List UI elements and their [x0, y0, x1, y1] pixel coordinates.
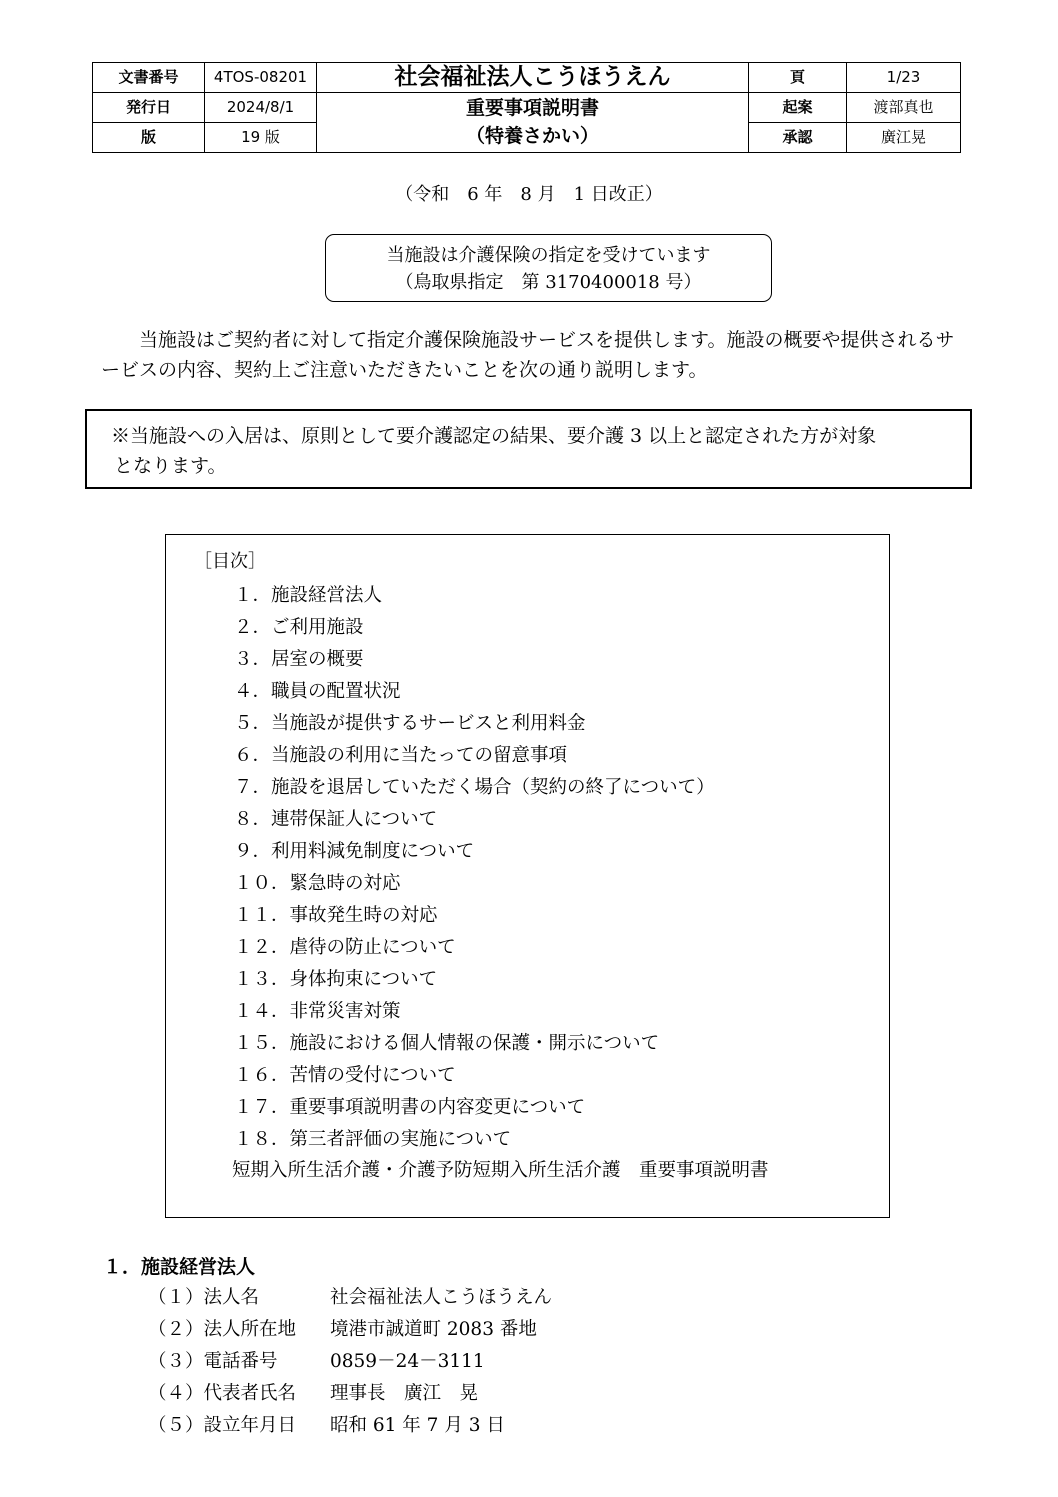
info-value: 社会福祉法人こうほうえん — [330, 1287, 553, 1308]
info-value: 境港市誠道町 2083 番地 — [330, 1319, 537, 1340]
designation-line1: 当施設は介護保険の指定を受けています — [386, 245, 711, 266]
info-row — [148, 1378, 552, 1410]
approved-by: 廣江晃 — [847, 123, 961, 153]
draft-by: 渡部真也 — [847, 93, 961, 123]
toc-item: ８．連帯保証人について — [234, 809, 438, 830]
designation-line2: （鳥取県指定 第 3170400018 号） — [395, 272, 702, 293]
info-label: （５）設立年月日 — [148, 1415, 297, 1436]
doc-no: 4TOS-08201 — [205, 63, 317, 93]
toc-item: ３．居室の概要 — [234, 649, 364, 670]
toc-item: １８．第三者評価の実施について — [234, 1129, 512, 1150]
info-label: （４）代表者氏名 — [148, 1383, 297, 1404]
info-row — [148, 1346, 552, 1378]
eligibility-note-line1: ※当施設への入居は、原則として要介護認定の結果、要介護 3 以上と認定された方が対象 — [111, 425, 877, 447]
toc-item: ５．当施設が提供するサービスと利用料金 — [234, 713, 586, 734]
issue-date-label: 発行日 — [93, 93, 205, 123]
toc-item: ９．利用料減免制度について — [234, 841, 475, 862]
document-title-line2: （特養さかい） — [465, 124, 599, 147]
corporation-info — [148, 1282, 552, 1442]
page-label: 頁 — [749, 63, 847, 93]
toc-item: １．施設経営法人 — [234, 585, 383, 606]
toc-short-stay-item: 短期入所生活介護・介護予防短期入所生活介護 重要事項説明書 — [232, 1160, 769, 1181]
organization-name: 社会福祉法人こうほうえん — [317, 63, 749, 93]
info-label: （３）電話番号 — [148, 1351, 278, 1372]
document-header-table — [92, 62, 961, 153]
draft-label: 起案 — [749, 93, 847, 123]
info-value: 理事長 廣江 晃 — [330, 1383, 479, 1404]
info-row — [148, 1314, 552, 1346]
toc-item: １５．施設における個人情報の保護・開示について — [234, 1033, 660, 1054]
toc-item: １４．非常災害対策 — [234, 1001, 401, 1022]
info-row — [148, 1410, 552, 1442]
toc-item: １６．苦情の受付について — [234, 1065, 456, 1086]
document-title — [317, 93, 749, 153]
toc-item: １１．事故発生時の対応 — [234, 905, 438, 926]
doc-no-label: 文書番号 — [93, 63, 205, 93]
approve-label: 承認 — [749, 123, 847, 153]
page-number: 1/23 — [847, 63, 961, 93]
intro-paragraph: 当施設はご契約者に対して指定介護保険施設サービスを提供します。施設の概要や提供されるサービスの内容、契約上ご注意いただきたいことを次の通り説明します。 — [101, 329, 955, 381]
version-label: 版 — [93, 123, 205, 153]
toc-item: ６．当施設の利用に当たっての留意事項 — [234, 745, 568, 766]
eligibility-note — [85, 409, 972, 489]
version: 19 版 — [205, 123, 317, 153]
info-row — [148, 1282, 552, 1314]
eligibility-note-line2: となります。 — [114, 455, 227, 477]
designation-notice — [325, 234, 772, 302]
info-value: 0859－24－3111 — [330, 1351, 485, 1372]
issue-date: 2024/8/1 — [205, 93, 317, 123]
toc-item: ２．ご利用施設 — [234, 617, 364, 638]
info-label: （２）法人所在地 — [148, 1319, 297, 1340]
info-value: 昭和 61 年 7 月 3 日 — [330, 1415, 505, 1436]
toc-item: １３．身体拘束について — [234, 969, 438, 990]
toc-item: １２．虐待の防止について — [234, 937, 456, 958]
info-label: （１）法人名 — [148, 1287, 260, 1308]
toc-item: １７．重要事項説明書の内容変更について — [234, 1097, 586, 1118]
document-title-line1: 重要事項説明書 — [465, 96, 599, 119]
toc-title: ［目次］ — [194, 551, 266, 572]
toc-list — [234, 580, 715, 1156]
section-heading: １．施設経営法人 — [103, 1256, 256, 1278]
revision-date: （令和 6 年 8 月 1 日改正） — [395, 184, 663, 205]
toc-item: ７．施設を退居していただく場合（契約の終了について） — [234, 777, 715, 798]
toc-item: １０．緊急時の対応 — [234, 873, 401, 894]
toc-item: ４．職員の配置状況 — [234, 681, 401, 702]
table-of-contents — [165, 534, 890, 1218]
